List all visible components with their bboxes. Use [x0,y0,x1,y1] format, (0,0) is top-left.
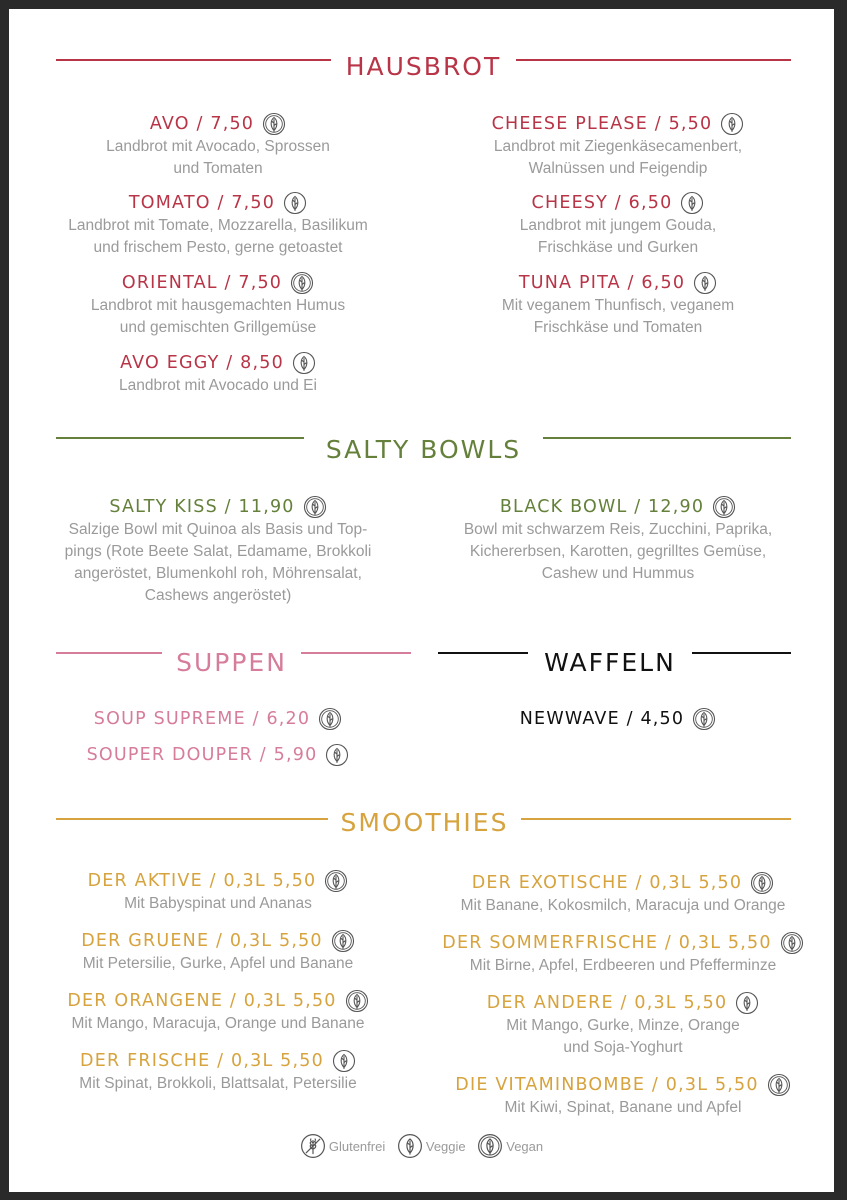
item-desc: Frischkäse und Gurken [537,239,699,256]
item-desc: Cashew und Hummus [541,565,695,582]
smoothies-line-right [521,818,791,820]
menu-item [428,495,808,585]
vegan-leaf-icon [290,271,314,295]
menu-item [418,1073,828,1119]
smoothies-line-left [56,818,328,820]
item-desc: Mit Kiwi, Spinat, Banane und Apfel [504,1099,742,1116]
veggie-leaf-icon [735,991,759,1015]
item-desc: und Tomaten [173,160,263,177]
item-desc: und gemischten Grillgemüse [119,319,317,336]
veggie-leaf-icon [693,271,717,295]
item-name: DER SOMMERFRISCHE / 0,3L 5,50 [442,933,772,953]
salty-bowls-title: SALTY BOWLS [325,435,522,464]
item-name: TUNA PITA / 6,50 [518,273,686,293]
item-name: BLACK BOWL / 12,90 [499,497,705,517]
vegan-leaf-icon [303,495,327,519]
legend-vegan [477,1133,543,1159]
vegan-leaf-icon [345,989,369,1013]
veggie-leaf-icon [325,743,349,767]
veggie-leaf-icon [397,1133,423,1159]
menu-page [9,9,834,1192]
item-desc: Landbrot mit Tomate, Mozzarella, Basilikum [68,217,368,234]
vegan-leaf-icon [692,707,716,731]
smoothies-title: SMOOTHIES [340,808,509,837]
item-desc: Frischkäse und Tomaten [533,319,703,336]
menu-item [18,929,418,975]
item-name: DER EXOTISCHE / 0,3L 5,50 [471,873,743,893]
item-desc: und Soja-Yoghurt [563,1039,683,1056]
item-name: SALTY KISS / 11,90 [109,497,295,517]
salty-line-right [543,437,791,439]
menu-item [428,112,808,180]
item-name: ORIENTAL / 7,50 [121,273,283,293]
item-desc: Kichererbsen, Karotten, gegrilltes Gemüse, [469,543,767,560]
item-desc: Mit Petersilie, Gurke, Apfel und Banane [82,955,354,972]
item-desc: Landbrot mit hausgemachten Humus [90,297,346,314]
item-name: DER ORANGENE / 0,3L 5,50 [67,991,337,1011]
menu-item [418,991,828,1059]
hausbrot-line-right [516,59,791,61]
waffeln-title: WAFFELN [544,648,676,677]
vegan-leaf-icon [318,707,342,731]
veggie-leaf-icon [283,191,307,215]
item-desc: Mit Mango, Maracuja, Orange und Banane [71,1015,365,1032]
veggie-leaf-icon [332,1049,356,1073]
item-desc: Landbrot mit Avocado und Ei [119,377,317,394]
item-name: DER GRUENE / 0,3L 5,50 [81,931,323,951]
vegan-leaf-icon [767,1073,791,1097]
veggie-leaf-icon [720,112,744,136]
item-desc: Mit Babyspinat und Ananas [124,895,312,912]
item-name: DER AKTIVE / 0,3L 5,50 [87,871,317,891]
item-name: CHEESY / 6,50 [531,193,673,213]
menu-item [38,743,398,767]
salty-line-left [56,437,304,439]
item-desc: Mit Mango, Gurke, Minze, Orange [506,1017,740,1034]
hausbrot-title: HAUSBROT [345,52,502,81]
legend-label: Vegan [506,1138,544,1154]
item-name: DIE VITAMINBOMBE / 0,3L 5,50 [455,1075,759,1095]
suppen-title: SUPPEN [176,648,287,677]
waffeln-line-left [438,652,528,654]
item-name: CHEESE PLEASE / 5,50 [491,114,713,134]
menu-item [38,271,398,339]
suppen-line-right [301,652,411,654]
menu-item [428,191,808,259]
glutenfrei-icon [300,1133,326,1159]
vegan-leaf-icon [477,1133,503,1159]
item-desc: Bowl mit schwarzem Reis, Zucchini, Paprika, [463,521,773,538]
item-name: DER FRISCHE / 0,3L 5,50 [80,1051,324,1071]
menu-item [18,869,418,915]
item-desc: pings (Rote Beete Salat, Edamame, Brokkoli [64,543,372,560]
menu-item [438,707,798,731]
menu-item [38,351,398,397]
item-desc: Cashews angeröstet) [144,587,292,604]
item-desc: Salzige Bowl mit Quinoa als Basis und Top- [68,521,368,538]
legend-veggie [397,1133,466,1159]
legend-label: Veggie [425,1138,466,1154]
item-desc: Mit Banane, Kokosmilch, Maracuja und Orange [460,897,786,914]
menu-item [18,989,418,1035]
veggie-leaf-icon [680,191,704,215]
item-name: SOUPER DOUPER / 5,90 [86,745,318,765]
menu-item [38,707,398,731]
vegan-leaf-icon [262,112,286,136]
menu-item [38,191,398,259]
item-desc: Mit Birne, Apfel, Erdbeeren und Pfefferminze [469,957,777,974]
legend-label: Glutenfrei [328,1138,386,1154]
hausbrot-line-left [56,59,331,61]
menu-item [28,495,408,607]
item-desc: angeröstet, Blumenkohl roh, Möhrensalat, [74,565,362,582]
vegan-leaf-icon [780,931,804,955]
veggie-leaf-icon [292,351,316,375]
item-name: SOUP SUPREME / 6,20 [93,709,311,729]
item-desc: und frischem Pesto, gerne getoastet [93,239,343,256]
item-desc: Mit Spinat, Brokkoli, Blattsalat, Petersilie [79,1075,357,1092]
diet-legend [9,1133,834,1162]
menu-item [18,1049,418,1095]
item-desc: Landbrot mit Ziegenkäsecamenbert, [493,138,743,155]
item-name: TOMATO / 7,50 [128,193,276,213]
item-desc: Walnüssen und Feigendip [528,160,708,177]
legend-glutenfrei [300,1133,385,1159]
item-desc: Landbrot mit jungem Gouda, [519,217,717,234]
vegan-leaf-icon [712,495,736,519]
menu-item [38,112,398,180]
menu-item [418,871,828,917]
menu-item [428,271,808,339]
item-name: NEWWAVE / 4,50 [519,709,685,729]
waffeln-line-right [692,652,791,654]
item-desc: Mit veganem Thunfisch, veganem [501,297,735,314]
vegan-leaf-icon [331,929,355,953]
vegan-leaf-icon [324,869,348,893]
item-name: AVO / 7,50 [149,114,255,134]
item-name: AVO EGGY / 8,50 [120,353,284,373]
vegan-leaf-icon [750,871,774,895]
suppen-line-left [56,652,162,654]
item-name: DER ANDERE / 0,3L 5,50 [486,993,728,1013]
menu-item [418,931,828,977]
item-desc: Landbrot mit Avocado, Sprossen [106,138,330,155]
